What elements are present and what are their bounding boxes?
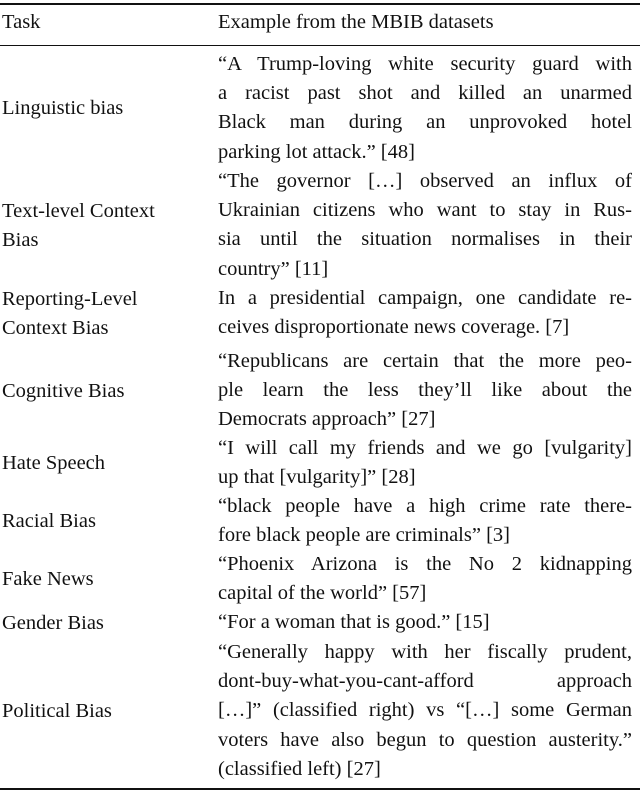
table-row bbox=[0, 50, 640, 167]
table-row bbox=[0, 347, 640, 435]
example-line: capital of the world” [57] bbox=[218, 582, 427, 605]
example-cell bbox=[218, 50, 632, 167]
example-line: a racist past shot and killed an unarmed bbox=[218, 82, 632, 105]
example-line: “Republicans are certain that the more peo- bbox=[218, 350, 632, 372]
example-line: fore black people are criminals” [3] bbox=[218, 524, 510, 547]
task-label: Bias bbox=[2, 228, 39, 251]
example-cell bbox=[218, 284, 632, 342]
header-task: Task bbox=[2, 11, 41, 33]
example-line: dont-buy-what-you-cant-afford approach bbox=[218, 670, 632, 693]
task-label: Linguistic bias bbox=[2, 97, 124, 119]
example-line: voters have also begun to question austerity.” bbox=[218, 728, 632, 751]
example-line: […]” (classified right) vs “[…] some German bbox=[218, 699, 632, 722]
example-cell bbox=[218, 347, 632, 435]
example-line: “A Trump-loving white security guard with bbox=[218, 53, 632, 75]
example-line: Democrats approach” [27] bbox=[218, 408, 436, 431]
task-cell bbox=[2, 50, 208, 167]
task-label: Text-level Context bbox=[2, 199, 155, 222]
task-label: Context Bias bbox=[2, 317, 109, 339]
example-line: Ukrainian citizens who want to stay in Rus- bbox=[218, 199, 632, 222]
table-row bbox=[0, 608, 640, 638]
example-line: ceives disproportionate news coverage. [7] bbox=[218, 316, 570, 339]
bottom-rule bbox=[0, 788, 640, 790]
example-line: “Generally happy with her fiscally prudent, bbox=[218, 641, 632, 663]
header-rule bbox=[0, 45, 640, 46]
example-cell bbox=[218, 608, 632, 637]
table-row bbox=[0, 167, 640, 284]
example-line: “I will call my friends and we go [vulgarity] bbox=[218, 437, 632, 459]
task-cell bbox=[2, 167, 208, 284]
example-cell bbox=[218, 167, 632, 284]
task-cell bbox=[2, 434, 208, 492]
example-cell bbox=[218, 492, 632, 550]
example-line: sia until the situation normalises in their bbox=[218, 228, 632, 251]
task-label: Political Bias bbox=[2, 699, 112, 722]
example-line: “For a woman that is good.” [15] bbox=[218, 611, 490, 633]
task-label: Fake News bbox=[2, 567, 94, 590]
task-label: Hate Speech bbox=[2, 451, 106, 474]
example-line: “black people have a high crime rate there- bbox=[218, 495, 632, 517]
table-row bbox=[0, 492, 640, 550]
example-line: In a presidential campaign, one candidate re- bbox=[218, 287, 632, 309]
table-row bbox=[0, 638, 640, 784]
table-row bbox=[0, 284, 640, 344]
task-cell bbox=[2, 608, 208, 638]
example-line: up that [vulgarity]” [28] bbox=[218, 466, 416, 489]
task-cell bbox=[2, 638, 208, 784]
example-line: “The governor […] observed an influx of bbox=[218, 170, 632, 192]
example-line: “Phoenix Arizona is the No 2 kidnapping bbox=[218, 553, 632, 575]
example-line: parking lot attack.” [48] bbox=[218, 140, 415, 163]
table-row bbox=[0, 550, 640, 608]
example-line: (classified left) [27] bbox=[218, 757, 381, 780]
header-example: Example from the MBIB datasets bbox=[218, 11, 494, 33]
task-label: Gender Bias bbox=[2, 611, 104, 634]
example-line: country” [11] bbox=[218, 257, 329, 280]
task-cell bbox=[2, 550, 208, 608]
example-cell bbox=[218, 550, 632, 608]
top-rule bbox=[0, 3, 640, 5]
task-cell bbox=[2, 347, 208, 435]
example-cell bbox=[218, 638, 632, 784]
example-line: Black man during an unprovoked hotel bbox=[218, 111, 632, 134]
task-cell bbox=[2, 284, 208, 344]
task-label: Racial Bias bbox=[2, 509, 96, 532]
table-row bbox=[0, 434, 640, 492]
example-line: ple learn the less they’ll like about the bbox=[218, 379, 632, 402]
task-label: Cognitive Bias bbox=[2, 379, 125, 402]
example-cell bbox=[218, 434, 632, 492]
task-cell bbox=[2, 492, 208, 550]
task-label: Reporting-Level bbox=[2, 288, 138, 310]
